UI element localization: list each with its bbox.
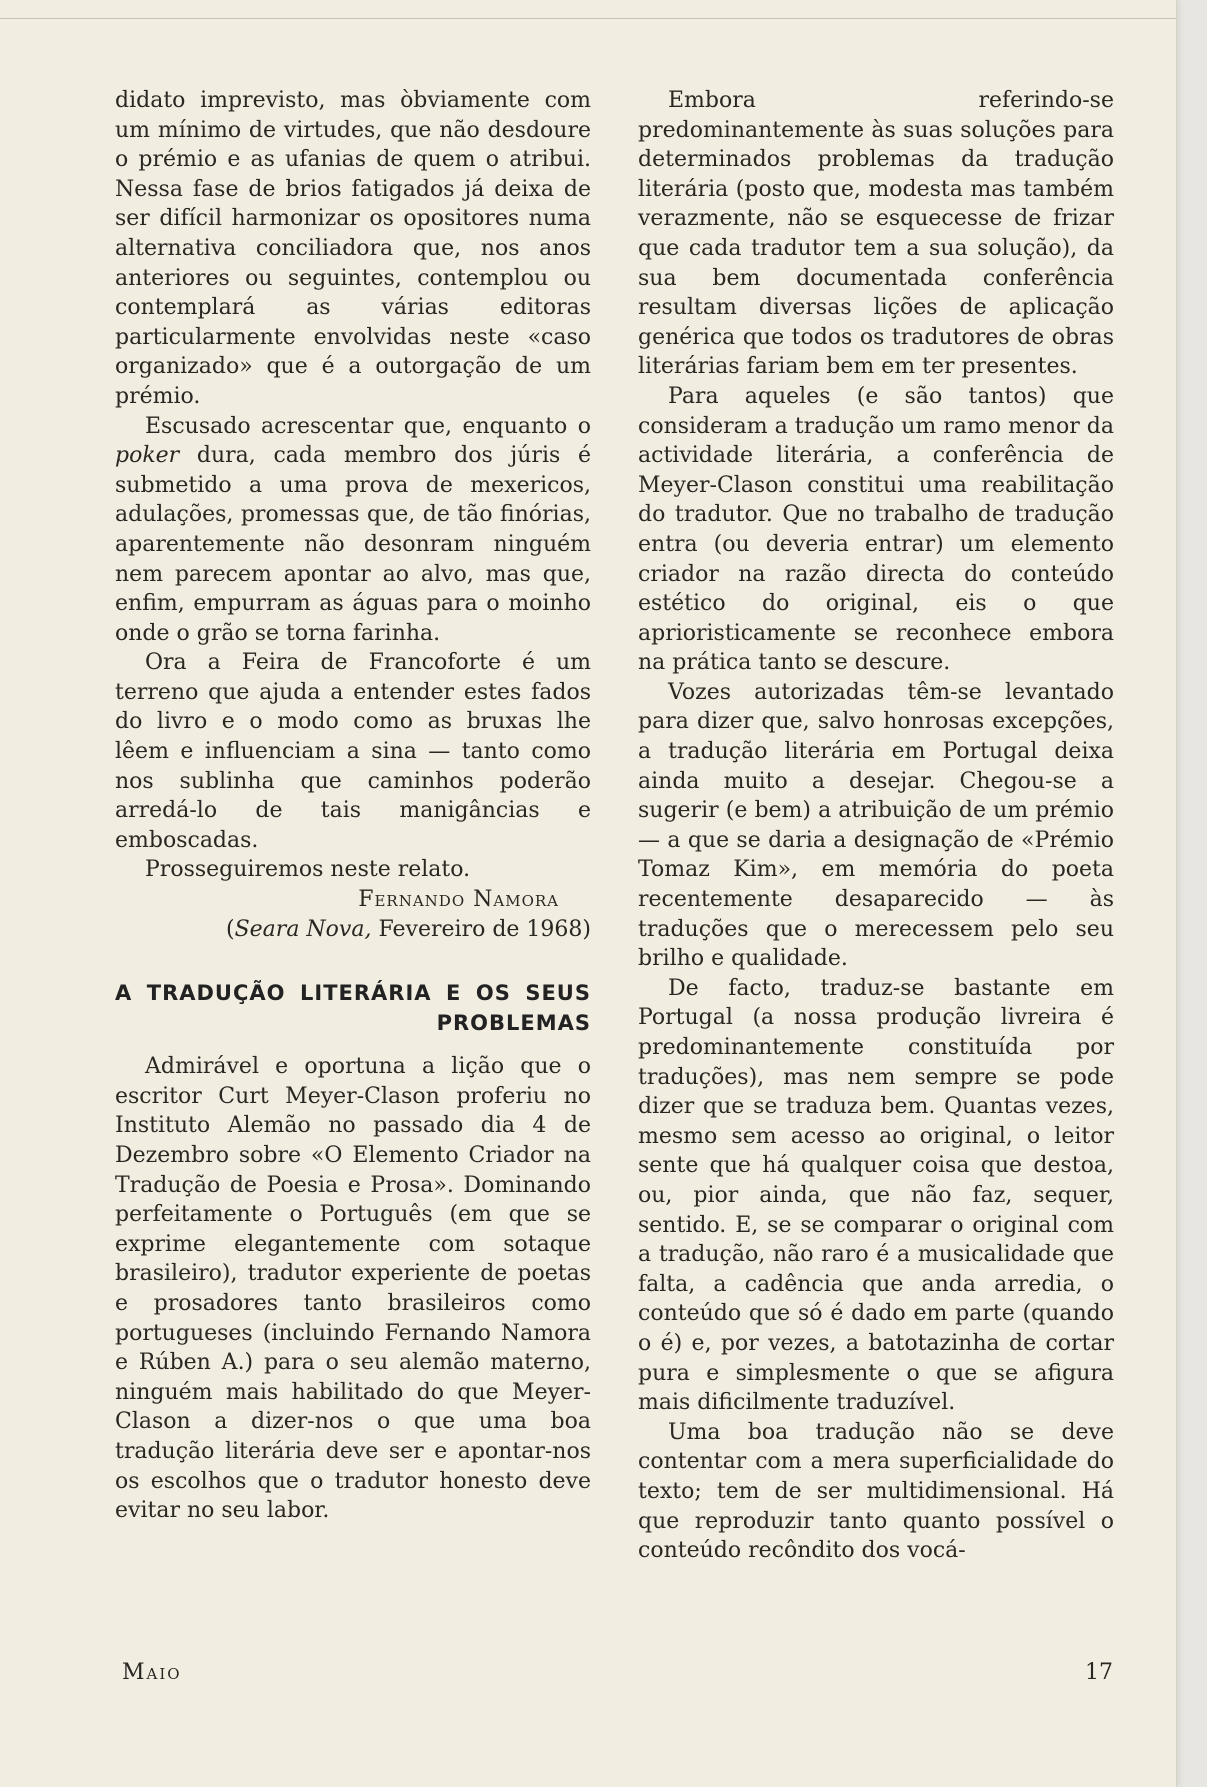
paragraph: Uma boa tradução não se deve contentar com a mera superficialidade do texto; tem de ser multidimensional. Há que reproduzir tanto quanto possível o conteúdo recôndito dos vocá- xyxy=(638,1419,1114,1564)
paragraph: Vozes autorizadas têm-se levantado para dizer que, salvo honrosas excepções, a tradução literária em Portugal deixa ainda muito a desejar. Chegou-se a sugerir (e bem) a atribuição de um prémio — a que se daria a designação de «Prémio Tomaz Kim», em memória do poeta recentemente desaparecido — às traduções que o merecessem pelo seu brilho e qualidade. xyxy=(638,679,1114,972)
paragraph-text: dura, cada membro dos júris é submetido a uma prova de mexericos, adulações, promessas que, de tão finórias, aparentemente não desonram ninguém nem parecem apontar ao alvo, mas que, enfim, empurram as águas para o moinho onde o grão se torna farinha. xyxy=(115,443,591,646)
paragraph: Ora a Feira de Francoforte é um terreno que ajuda a entender estes fados do livro e o modo como as bruxas lhe lêem e influenciam a sina — tanto como nos sublinha que caminhos poderão arredá-lo de tais manigâncias e emboscadas. xyxy=(115,650,591,853)
source-citation xyxy=(115,915,591,945)
source-publication: Seara Nova, xyxy=(234,916,372,942)
paragraph: Admirável e oportuna a lição que o escritor Curt Meyer-Clason proferiu no Instituto Alemão no passado dia 4 de Dezembro sobre «O Elemento Criador na Tradução de Poesia e Prosa». Dominando perfeitamente o Português (em que se exprime elegantemente com sotaque brasileiro), tradutor experiente de poetas e prosadores tanto brasileiros como portugueses (incluindo Fernando Namora e Rúben A.) para o seu alemão materno, ninguém mais habilitado do que Meyer-Clason a dizer-nos o que uma boa tradução literária deve ser e apontar-nos os escolhos que o tradutor honesto deve evitar no seu labor. xyxy=(115,1054,591,1524)
author-signature: Fernando Namora xyxy=(358,887,559,913)
left-column xyxy=(115,86,591,1526)
paragraph xyxy=(115,412,591,649)
paragraph: didato imprevisto, mas òbviamente com um mínimo de virtudes, que não desdoure o prémio e as ufanias de quem o atribui. Nessa fase de brios fatigados já deixa de ser difícil harmonizar os opositores numa alternativa conciliadora que, nos anos anteriores ou seguintes, contemplou ou contemplará as várias editoras particularmente envolvidas neste «caso organizado» que é a outorgação de um prémio. xyxy=(115,88,591,409)
footer-month: Maio xyxy=(122,1660,182,1685)
right-column xyxy=(638,86,1114,1566)
source-date: Fevereiro de 1968) xyxy=(378,916,591,942)
paragraph-text: Escusado acrescentar que, enquanto o xyxy=(145,413,591,439)
page-number: 17 xyxy=(1085,1660,1113,1685)
source-open-paren: ( xyxy=(226,916,235,942)
section-heading: A TRADUÇÃO LITERÁRIA E OS SEUS PROBLEMAS xyxy=(115,981,591,1036)
italic-word: poker xyxy=(115,443,180,469)
paragraph: De facto, traduz-se bastante em Portugal (a nossa produção livreira é predominantemente constituída por traduções), mas nem sempre se pode dizer que se traduza bem. Quantas vezes, mesmo sem acesso ao original, o leitor sente que há qualquer coisa que destoa, ou, pior ainda, que não faz, sequer, sentido. E, se se comparar o original com a tradução, não raro é a musicalidade que falta, a cadência que anda arredia, o conteúdo que só é dado em parte (quando o é) e, por vezes, a batotazinha de cortar pura e simplesmente o que se afigura mais dificilmente traduzível. xyxy=(638,975,1114,1416)
paragraph: Prosseguiremos neste relato. xyxy=(145,857,471,883)
paragraph: Para aqueles (e são tantos) que consideram a tradução um ramo menor da actividade literária, a conferência de Meyer-Clason constitui uma reabilitação do tradutor. Que no trabalho de tradução entra (ou deveria entrar) um elemento criador na razão directa do conteúdo estético do original, eis o que aprioristicamente se reconhece embora na prática tanto se descure. xyxy=(638,383,1114,676)
paragraph: Embora referindo-se predominantemente às suas soluções para determinados problemas da tradução literária (posto que, modesta mas também verazmente, não se esquecesse de frizar que cada tradutor tem a sua solução), da sua bem documentada conferência resultam diversas lições de aplicação genérica que todos os tradutores de obras literárias fariam bem em ter presentes. xyxy=(638,88,1114,380)
